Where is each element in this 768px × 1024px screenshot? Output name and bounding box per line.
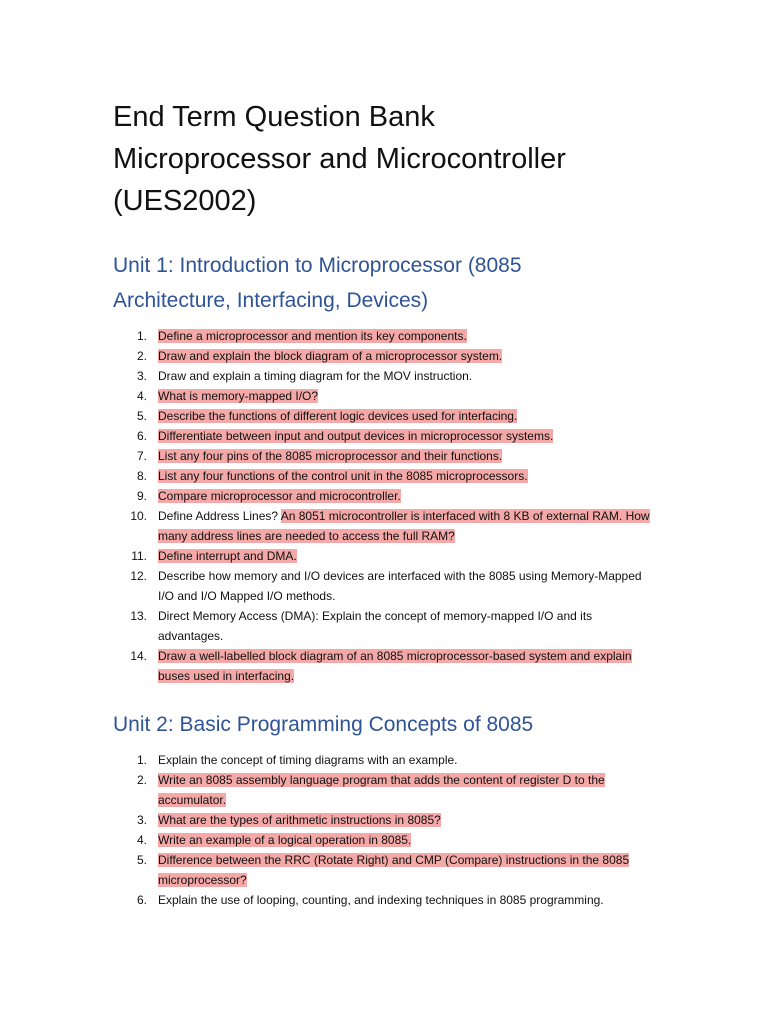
highlighted-question-text: Compare microprocessor and microcontroller. <box>158 489 401 503</box>
question-number: 1. <box>136 329 147 343</box>
question-number: 14. <box>130 649 147 663</box>
question-item <box>113 406 653 426</box>
question-number: 2. <box>136 773 147 787</box>
unit-1-heading <box>113 248 713 318</box>
question-item <box>113 890 653 910</box>
question-text: Explain the concept of timing diagrams with an example. <box>158 753 458 767</box>
unit-2-question-list <box>113 750 653 910</box>
question-number: 2. <box>136 349 147 363</box>
question-number: 4. <box>136 833 147 847</box>
document-title <box>113 96 713 222</box>
question-item <box>113 810 653 830</box>
document-title-line: (UES2002) <box>113 185 257 217</box>
question-number: 3. <box>136 813 147 827</box>
highlighted-question-text: Draw and explain the block diagram of a microprocessor system. <box>158 349 503 363</box>
question-item <box>113 606 653 646</box>
question-item <box>113 466 653 486</box>
highlighted-question-text: Define a microprocessor and mention its key components. <box>158 329 467 343</box>
question-text: Draw and explain a timing diagram for the MOV instruction. <box>158 369 473 383</box>
question-item <box>113 386 653 406</box>
question-number: 3. <box>136 369 147 383</box>
question-item <box>113 426 653 446</box>
question-number: 11. <box>131 549 147 563</box>
question-number: 1. <box>136 753 147 767</box>
highlighted-question-text: List any four functions of the control unit in the 8085 microprocessors. <box>158 469 528 483</box>
question-item <box>113 646 653 686</box>
highlighted-question-text: An 8051 microcontroller is interfaced with 8 KB of external RAM. How many address lines are needed to access the full RAM? <box>158 509 650 543</box>
question-number: 12. <box>130 569 147 583</box>
highlighted-question-text: What is memory-mapped I/O? <box>158 389 319 403</box>
highlighted-question-text: Define interrupt and DMA. <box>158 549 297 563</box>
unit-2-heading-line: Unit 2: Basic Programming Concepts of 8085 <box>113 713 534 736</box>
highlighted-question-text: List any four pins of the 8085 microprocessor and their functions. <box>158 449 503 463</box>
question-item <box>113 546 653 566</box>
question-number: 6. <box>136 893 147 907</box>
question-text: Explain the use of looping, counting, and indexing techniques in 8085 programming. <box>158 893 604 907</box>
highlighted-question-text: Draw a well-labelled block diagram of an 8085 microprocessor-based system and explain buses used in interfacing. <box>158 649 632 683</box>
question-item <box>113 750 653 770</box>
highlighted-question-text: Differentiate between input and output devices in microprocessor systems. <box>158 429 554 443</box>
question-item <box>113 446 653 466</box>
highlighted-question-text: Write an example of a logical operation in 8085. <box>158 833 412 847</box>
question-number: 7. <box>136 449 147 463</box>
unit-1-question-list <box>113 326 653 686</box>
document-title-line: Microprocessor and Microcontroller <box>113 143 566 175</box>
document-title-line: End Term Question Bank <box>113 101 435 133</box>
question-number: 5. <box>136 409 147 423</box>
question-number: 5. <box>136 853 147 867</box>
question-item <box>113 346 653 366</box>
highlighted-question-text: Difference between the RRC (Rotate Right) and CMP (Compare) instructions in the 8085 microprocessor? <box>158 853 630 887</box>
question-item <box>113 506 653 546</box>
question-item <box>113 566 653 606</box>
question-item <box>113 770 653 810</box>
unit-1-heading-line: Architecture, Interfacing, Devices) <box>113 289 429 312</box>
question-text: Define Address Lines? <box>158 509 281 523</box>
highlighted-question-text: Write an 8085 assembly language program that adds the content of register D to the accumulator. <box>158 773 605 807</box>
question-number: 13. <box>130 609 147 623</box>
question-item <box>113 850 653 890</box>
question-number: 4. <box>136 389 147 403</box>
question-number: 9. <box>136 489 147 503</box>
question-text: Direct Memory Access (DMA): Explain the concept of memory-mapped I/O and its advantages. <box>158 609 593 643</box>
unit-1-heading-line: Unit 1: Introduction to Microprocessor (8085 <box>113 254 522 277</box>
question-item <box>113 830 653 850</box>
highlighted-question-text: What are the types of arithmetic instructions in 8085? <box>158 813 441 827</box>
highlighted-question-text: Describe the functions of different logic devices used for interfacing. <box>158 409 518 423</box>
unit-2-heading <box>113 707 713 742</box>
question-number: 10. <box>130 509 147 523</box>
question-item <box>113 366 653 386</box>
question-number: 8. <box>136 469 147 483</box>
question-item <box>113 486 653 506</box>
question-text: Describe how memory and I/O devices are interfaced with the 8085 using Memory-Mapped I/O and I/O Mapped I/O methods. <box>158 569 642 603</box>
question-item <box>113 326 653 346</box>
question-number: 6. <box>136 429 147 443</box>
